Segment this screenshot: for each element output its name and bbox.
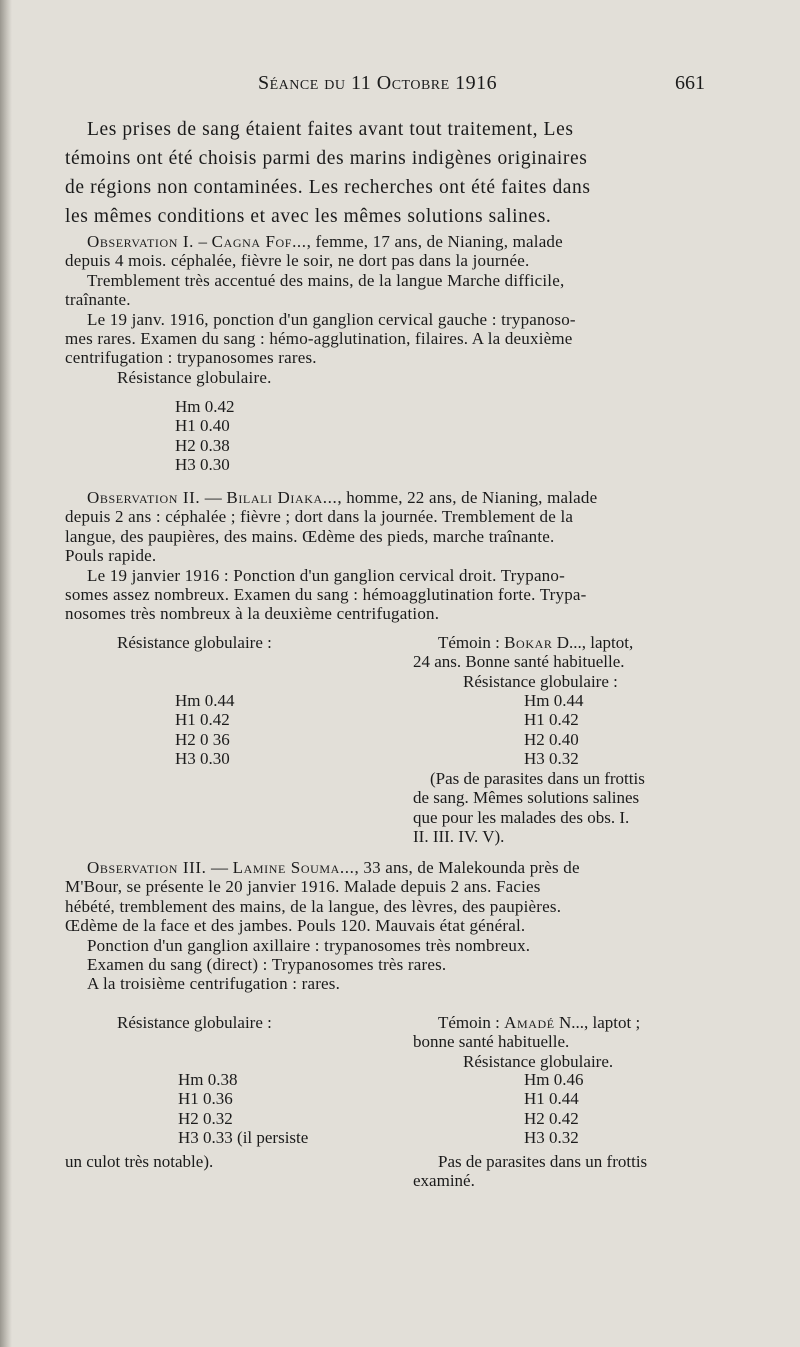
measure-hm: Hm 0.38	[178, 1070, 238, 1089]
intro-paragraph	[65, 115, 591, 231]
text-line: A la troisième centrifugation : rares.	[87, 974, 341, 994]
text-line: centrifugation : trypanosomes rares.	[65, 348, 317, 368]
measure-h2: H2 0.38	[175, 435, 230, 455]
running-title: Séance du 11 Octobre 1916	[258, 72, 498, 94]
patient-name: Bilali Diaka...	[226, 488, 338, 507]
observation-label: Observation III.	[87, 858, 207, 877]
measure-h3: H3 0.32	[524, 1128, 579, 1148]
text-line: Le 19 janv. 1916, ponction d'un ganglion cervical gauche : trypanoso-	[87, 309, 576, 329]
note-line: Pas de parasites dans un frottis	[438, 1152, 648, 1171]
page-header	[90, 70, 705, 100]
intro-line: de régions non contaminées. Les recherches ont été faites dans	[65, 177, 591, 198]
text-line: depuis 2 ans : céphalée ; fièvre ; dort dans la journée. Tremblement de la	[65, 507, 574, 527]
text-line: M'Bour, se présente le 20 janvier 1916. Malade depuis 2 ans. Facies	[65, 877, 541, 897]
text-line: mes rares. Examen du sang : hémo-agglutination, filaires. A la deuxième	[65, 329, 573, 349]
observation-label: Observation II.	[87, 488, 201, 507]
resistance-title: Résistance globulaire.	[117, 367, 272, 387]
witness-resistance-title: Résistance globulaire.	[463, 1051, 614, 1071]
text-line: Le 19 janvier 1916 : Ponction d'un ganglion cervical droit. Trypano-	[87, 565, 565, 585]
obs2-patient-column	[117, 633, 272, 652]
patient-name: Cagna Fof...	[211, 232, 307, 251]
text-line: Pouls rapide.	[65, 546, 157, 566]
intro-line: témoins ont été choisis parmi des marins indigènes originaires	[65, 148, 588, 169]
measure-h1: H1 0.42	[175, 710, 230, 730]
observation-2	[65, 488, 597, 624]
text-line: un culot très notable).	[65, 1152, 214, 1171]
measure-h1: H1 0.44	[524, 1089, 579, 1109]
observation-1	[65, 232, 576, 387]
measure-h3: H3 0.30	[175, 749, 230, 769]
text-line: Œdème de la face et des jambes. Pouls 120. Mauvais état général.	[65, 916, 526, 936]
text-line: somes assez nombreux. Examen du sang : hémoagglutination forte. Trypa-	[65, 585, 587, 605]
patient-name: Lamine Souma...	[232, 858, 355, 877]
observation-heading: Observation II. — Bilali Diaka..., homme, 22 ans, de Nianing, malade	[87, 488, 598, 507]
resistance-title: Résistance globulaire :	[117, 1013, 272, 1032]
measure-h2: H2 0 36	[175, 729, 230, 749]
measure-h3: H3 0.33 (il persiste	[178, 1128, 309, 1148]
obs2-patient-values	[175, 691, 235, 769]
measure-hm: Hm 0.44	[524, 691, 584, 710]
note-line: de sang. Mêmes solutions salines	[413, 788, 640, 808]
measure-h3: H3 0.32	[524, 749, 579, 769]
obs3-patient-tail	[65, 1152, 213, 1171]
text-line: traînante.	[65, 290, 131, 310]
obs2-witness-note	[413, 769, 645, 847]
measure-hm: Hm 0.42	[175, 397, 235, 416]
obs3-witness-note	[413, 1152, 647, 1191]
note-line: II. III. IV. V).	[413, 827, 505, 847]
observation-3	[65, 858, 580, 994]
witness-name: Amadé	[504, 1013, 555, 1032]
note-line: que pour les malades des obs. I.	[413, 807, 630, 827]
observation-heading: Observation III. — Lamine Souma..., 33 ans, de Malekounda près de	[87, 858, 580, 877]
note-line: examiné.	[413, 1171, 475, 1191]
obs3-patient-values	[178, 1070, 308, 1148]
text-line: depuis 4 mois. céphalée, fièvre le soir, ne dort pas dans la journée.	[65, 251, 530, 271]
text-line: nosomes très nombreux à la deuxième centrifugation.	[65, 604, 440, 624]
obs3-patient-column	[117, 1013, 272, 1032]
resistance-title: Résistance globulaire :	[117, 633, 272, 652]
witness-heading: Témoin : Amadé N..., laptot ;	[438, 1013, 641, 1032]
measure-h2: H2 0.40	[524, 729, 579, 749]
obs1-resistance-values	[175, 397, 235, 475]
measure-h2: H2 0.42	[524, 1108, 579, 1128]
page-spine-shadow	[0, 0, 12, 1347]
note-line: (Pas de parasites dans un frottis	[430, 769, 645, 788]
text-line: hébété, tremblement des mains, de la langue, des lèvres, des paupières.	[65, 896, 562, 916]
obs2-witness-column	[413, 633, 633, 691]
measure-h3: H3 0.30	[175, 455, 230, 475]
measure-hm: Hm 0.46	[524, 1070, 584, 1089]
witness-name: Bokar	[504, 633, 553, 652]
text-line: Tremblement très accentué des mains, de la langue Marche difficile,	[87, 270, 565, 290]
observation-heading: Observation I. – Cagna Fof..., femme, 17 ans, de Nianing, malade	[87, 232, 563, 251]
witness-heading: Témoin : Bokar D..., laptot,	[438, 633, 634, 652]
witness-resistance-title: Résistance globulaire :	[463, 671, 618, 691]
witness-line: 24 ans. Bonne santé habituelle.	[413, 652, 625, 672]
obs3-witness-column	[413, 1013, 640, 1071]
text-line: Ponction d'un ganglion axillaire : trypanosomes très nombreux.	[87, 935, 531, 955]
page-number: 661	[675, 72, 705, 94]
observation-label: Observation I.	[87, 232, 195, 251]
intro-line: Les prises de sang étaient faites avant tout traitement, Les	[87, 119, 574, 140]
measure-hm: Hm 0.44	[175, 691, 235, 710]
witness-line: bonne santé habituelle.	[413, 1032, 570, 1052]
text-line: Examen du sang (direct) : Trypanosomes très rares.	[87, 955, 447, 975]
text-line: langue, des paupières, des mains. Œdème des pieds, marche traînante.	[65, 526, 555, 546]
measure-h2: H2 0.32	[178, 1108, 233, 1128]
measure-h1: H1 0.42	[524, 710, 579, 730]
obs2-witness-values	[524, 691, 584, 769]
measure-h1: H1 0.36	[178, 1089, 233, 1109]
intro-line: les mêmes conditions et avec les mêmes solutions salines.	[65, 206, 552, 227]
obs3-witness-values	[524, 1070, 584, 1148]
measure-h1: H1 0.40	[175, 416, 230, 436]
